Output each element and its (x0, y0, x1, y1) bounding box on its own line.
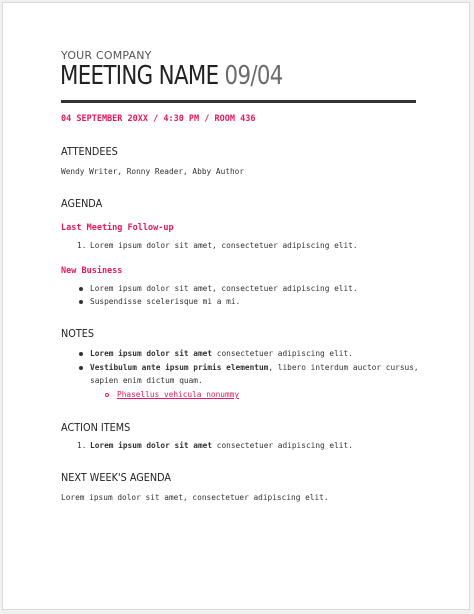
company-name: YOUR COMPANY (61, 49, 152, 62)
title-divider (61, 100, 416, 103)
list-number: 1. (77, 441, 87, 450)
meeting-date: 09/04 (224, 61, 283, 91)
agenda-section-title: New Business (61, 266, 123, 276)
action-bold: Lorem ipsum dolor sit amet (90, 441, 213, 450)
note-text: , libero interdum auctor cursus, (268, 363, 419, 372)
note-link[interactable]: Phasellus vehicula nonummy (117, 390, 240, 399)
meeting-name: MEETING NAME (60, 61, 219, 91)
list-number: 1. (77, 241, 87, 250)
note-bold: Vestibulum ante ipsum primis elementum (90, 363, 269, 372)
bullet-icon (79, 352, 83, 356)
attendees-list: Wendy Writer, Ronny Reader, Abby Author (61, 167, 245, 176)
bullet-icon (79, 300, 83, 304)
page-title (60, 61, 283, 91)
meeting-details: 04 SEPTEMBER 20XX / 4:30 PM / ROOM 436 (61, 114, 256, 124)
list-item: Lorem ipsum dolor sit amet, consectetuer adipiscing elit. (90, 241, 358, 250)
sub-bullet-icon (105, 393, 109, 397)
note-bold: Lorem ipsum dolor sit amet (90, 349, 213, 358)
notes-heading: NOTES (61, 327, 95, 340)
agenda-section-title: Last Meeting Follow-up (61, 223, 174, 233)
note-continuation: sapien enim dictum quam. (90, 376, 203, 385)
list-item (90, 439, 353, 452)
document-page (2, 2, 470, 610)
note-text: consectetuer adipiscing elit. (212, 349, 353, 358)
agenda-heading: AGENDA (61, 197, 103, 210)
attendees-heading: ATTENDEES (61, 145, 118, 158)
action-text: consectetuer adipiscing elit. (212, 441, 353, 450)
bullet-icon (79, 287, 83, 291)
bullet-icon (79, 366, 83, 370)
list-item: Lorem ipsum dolor sit amet, consectetuer adipiscing elit. (90, 284, 358, 293)
list-item: Suspendisse scelerisque mi a mi. (90, 297, 241, 306)
list-item (90, 347, 353, 360)
action-items-heading: ACTION ITEMS (61, 421, 131, 434)
next-agenda-heading: NEXT WEEK'S AGENDA (61, 471, 172, 484)
next-agenda-text: Lorem ipsum dolor sit amet, consectetuer adipiscing elit. (61, 493, 329, 502)
list-item (90, 361, 419, 374)
